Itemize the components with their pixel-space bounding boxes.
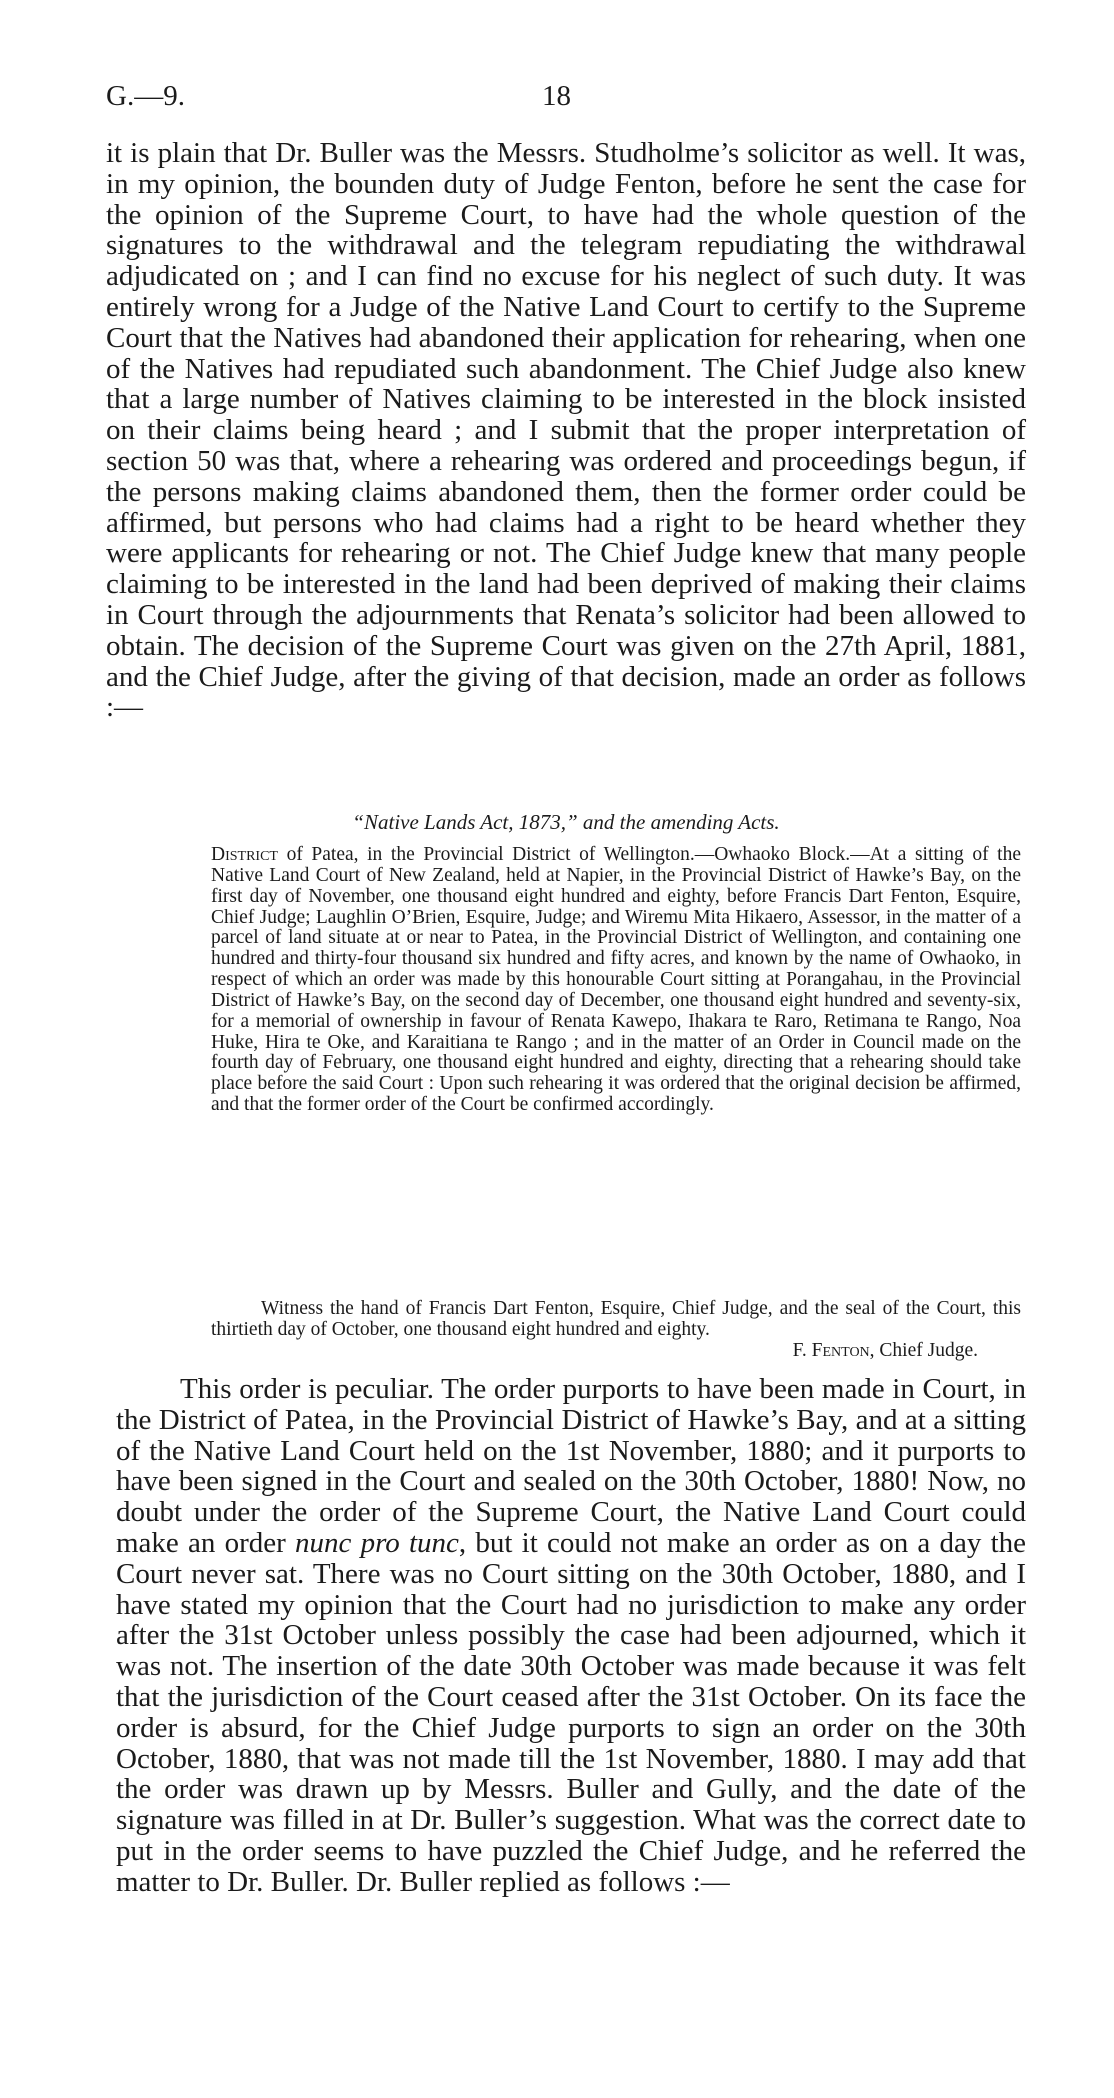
paragraph-2-text-b: , but it could not make an order as on a day the Court never sat. There was no Court sitting on the 30th October, 1880, and I have stated my opinion that the Court had no jurisdiction to make any order after the 31st October unless possibly the case had been adjourned, which it was not. The insertion of the date 30th October was made because it was felt that the jurisdiction of the Court ceased after the 31st October. On its face the order is absurd, for the Chief Judge purports to sign an order on the 30th October, 1880, that was not made till the 1st November, 1880. I may add that the order was drawn up by Messrs. Buller and Gully, and the date of the signature was filled in at Dr. Buller’s suggestion. What was the correct date to put in the order seems to have puzzled the Chief Judge, and he referred the matter to Dr. Buller. Dr. Buller replied as follows :— — [116, 1526, 1026, 1898]
order-body-text: of Patea, in the Provincial District of Wellington.—Owhaoko Block.—At a sitting of the Native Land Court of New Zealand, held at Napier, in the Provincial District of Hawke’s Bay, on the first day of November, one thousand eight hundred and eighty, before Francis Dart Fenton, Esquire, Chief Judge; Laughlin O’Brien, Esquire, Judge; and Wiremu Mita Hikaero, Assessor, in the matter of a parcel of land situate at or near to Patea, in the Provincial District of Wellington, and containing one hundred and thirty-four thousand six hundred and fifty acres, and known by the name of Owhaoko, in respect of which an order was made by this honourable Court sitting at Porangahau, in the Provincial District of Hawke’s Bay, on the second day of December, one thousand eight hundred and seventy-six, for a memorial of ownership in favour of Renata Kawepo, Ihakara te Raro, Retimana te Rango, Noa Huke, Hira te Oke, and Karaitiana te Rango ; and in the matter of an Order in Council made on the fourth day of February, one thousand eight hundred and eighty, directing that a rehearing should take place before the said Court : Upon such rehearing it was ordered that the original decision be affirmed, and that the former order of the Court be confirmed accordingly. — [211, 844, 1021, 1116]
latin-phrase: nunc pro tunc — [294, 1526, 459, 1559]
order-witness: Witness the hand of Francis Dart Fenton, Esquire, Chief Judge, and the seal of the Court, this thirtieth day of October, one thousand eight hundred and eighty. — [211, 1298, 1021, 1340]
body-paragraph-2 — [116, 1374, 1026, 1898]
order-title: “Native Lands Act, 1873,” and the amending Acts. — [352, 810, 780, 834]
signature-title: , Chief Judge. — [869, 1340, 978, 1361]
page-number: 18 — [542, 80, 571, 112]
document-reference: G.—9. — [106, 80, 185, 112]
order-body — [211, 845, 1021, 1116]
body-paragraph-1: it is plain that Dr. Buller was the Messrs. Studholme’s solicitor as well. It was, in my opinion, the bounden duty of Judge Fenton, before he sent the case for the opinion of the Supreme Court, to have had the whole question of the signatures to the withdrawal and the telegram repudiating the withdrawal adjudicated on ; and I can find no excuse for his neglect of such duty. It was entirely wrong for a Judge of the Native Land Court to certify to the Supreme Court that the Natives had abandoned their application for rehearing, when one of the Natives had repudiated such abandonment. The Chief Judge also knew that a large number of Natives claiming to be interested in the block insisted on their claims being heard ; and I submit that the proper interpretation of section 50 was that, where a rehearing was ordered and proceedings begun, if the persons making claims abandoned them, then the former order could be affirmed, but persons who had claims had a right to be heard whether they were applicants for rehearing or not. The Chief Judge knew that many people claiming to be interested in the land had been deprived of making their claims in Court through the adjournments that Renata’s solicitor had been allowed to obtain. The decision of the Supreme Court was given on the 27th April, 1881, and the Chief Judge, after the giving of that decision, made an order as follows :— — [106, 137, 1026, 724]
page-header — [106, 80, 1026, 120]
order-signature — [211, 1341, 978, 1362]
order-district-word: District — [211, 844, 278, 865]
paragraph-2-text-a: This order is peculiar. The order purports to have been made in Court, in the District of Patea, in the Provincial District of Hawke’s Bay, and at a sitting of the Native Land Court held on the 1st November, 1880; and it purports to have been signed in the Court and sealed on the 30th October, 1880! Now, no doubt under the order of the Supreme Court, the Native Land Court could make an order — [116, 1373, 1026, 1559]
signature-name: F. Fenton — [792, 1340, 870, 1361]
